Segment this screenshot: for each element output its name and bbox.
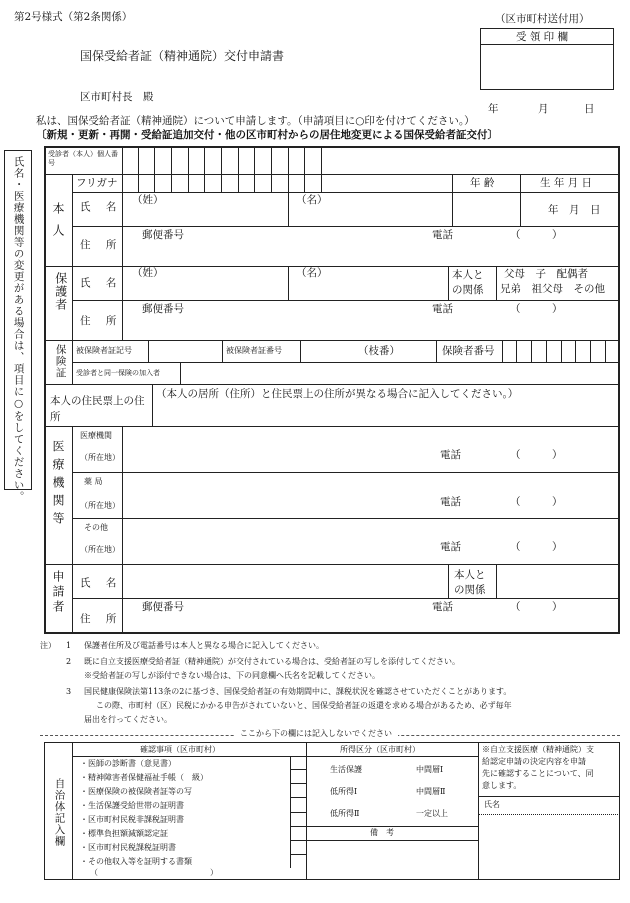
cut-line-text: ここから下の欄には記入しないでください (234, 730, 398, 738)
date-month[interactable]: 月 (538, 103, 549, 115)
guardian-relation-options-1[interactable]: 父母 子 配偶者 (504, 268, 588, 280)
clinic-phone[interactable]: 電話 (440, 449, 461, 461)
consent-line-4: 意します。 (482, 781, 522, 790)
consent-line-2: 給認定申請の決定内容を申請 (482, 757, 586, 766)
insurance-symbol-label: 被保険者証記号 (76, 346, 132, 355)
birthdate-header: 生 年 月 日 (540, 177, 593, 189)
pharmacy-phone-paren: （ ） (510, 496, 563, 508)
remarks-label: 備 考 (370, 828, 394, 837)
guardian-postal[interactable]: 郵便番号 (142, 303, 184, 315)
furigana-label: フリガナ (76, 177, 118, 189)
clinic-location-label: （所在地） (80, 453, 120, 462)
confirm-item-1: ・医師の診断書（意見書） (80, 759, 176, 768)
confirm-item-3: ・医療保険の被保険者証等の写 (80, 787, 192, 796)
confirm-item-6: ・標準負担額減額認定証 (80, 829, 168, 838)
medical-section-label: 医療機関等 (51, 440, 65, 530)
pharmacy-location-label: （所在地） (80, 501, 120, 510)
patient-address-label: 住 所 (80, 239, 123, 251)
note-3a: 国民健康保険法第113条の2に基づき、国保受給者証の有効期間中に、課税状況を確認させていただくことがあります。 (84, 687, 512, 696)
applicant-address-label: 住 所 (80, 613, 123, 625)
note-1: 保護者住所及び電話番号は本人と異なる場合に記入してください。 (84, 641, 324, 650)
guardian-surname[interactable]: （姓） (132, 267, 164, 279)
side-note: 氏名・医療機関等の変更がある場合は、項目に○をしてください。 (12, 156, 25, 503)
patient-birthdate[interactable]: 年 月 日 (548, 204, 601, 216)
income-chukan-1[interactable]: 中間層Ⅰ (416, 765, 444, 774)
guardian-phone-paren: （ ） (510, 303, 563, 315)
send-note: （区市町村送付用） (495, 13, 590, 25)
guardian-relation-options-2[interactable]: 兄弟 祖父母 その他 (500, 283, 605, 295)
patient-phone-paren: （ ） (510, 229, 563, 241)
confirm-checkboxes[interactable] (290, 756, 306, 868)
clinic-phone-paren: （ ） (510, 449, 563, 461)
form-title: 国保受給者証（精神通院）交付申請書 (80, 49, 285, 63)
guardian-section-label: 保護者 (53, 272, 68, 311)
other-label: その他 (84, 523, 108, 532)
patient-surname[interactable]: （姓） (132, 194, 164, 206)
confirm-item-7: ・区市町村民税課税証明書 (80, 843, 176, 852)
furigana-cells[interactable] (122, 174, 322, 192)
patient-id-digits[interactable] (122, 146, 322, 174)
other-phone-paren: （ ） (510, 541, 563, 553)
insurance-number-label: 被保険者証番号 (226, 346, 282, 355)
income-header: 所得区分（区市町村） (340, 745, 420, 754)
addressee: 区市町村長 殿 (80, 91, 154, 103)
income-teishotoku-2[interactable]: 低所得Ⅱ (330, 809, 360, 818)
age-header: 年 齢 (470, 177, 495, 189)
pharmacy-label: 薬 局 (84, 477, 103, 486)
income-ittei[interactable]: 一定以上 (416, 809, 448, 818)
insurer-number-label: 保険者番号 (442, 345, 495, 357)
confirm-item-2: ・精神障害者保健福祉手帳（ 級） (80, 773, 208, 782)
guardian-name-label: 氏 名 (80, 277, 123, 289)
consent-line-1: ※自立支援医療（精神通院）支 (482, 745, 594, 754)
other-location-label: （所在地） (80, 545, 120, 554)
confirm-item-8: ・その他収入等を証明する書類 (80, 857, 192, 866)
patient-postal[interactable]: 郵便番号 (142, 229, 184, 241)
notes-label: 注） (40, 641, 56, 650)
applicant-section-label: 申請者 (51, 570, 65, 615)
guardian-relation-label: 本人との関係 (452, 269, 484, 296)
income-seikatsuhogo[interactable]: 生活保護 (330, 765, 362, 774)
note-2b: ※受給者証の写しが添付できない場合は、下の同意欄へ氏名を記載してください。 (84, 671, 380, 680)
clinic-label: 医療機関 (80, 431, 112, 440)
confirm-header: 確認事項（区市町村） (140, 745, 220, 754)
applicant-phone[interactable]: 電話 (432, 601, 453, 613)
guardian-phone[interactable]: 電話 (432, 303, 453, 315)
other-phone[interactable]: 電話 (440, 541, 461, 553)
form-number: 第2号様式（第2条関係） (14, 11, 133, 23)
consent-name-label: 氏名 (484, 800, 500, 809)
patient-name-label: 氏 名 (80, 201, 123, 213)
note-2a: 既に自立支援医療受給者証（精神通院）が交付されている場合は、受給者証の写しを添付してください。 (84, 657, 460, 666)
patient-phone[interactable]: 電話 (432, 229, 453, 241)
insurance-section-label: 保険証 (54, 344, 67, 379)
patient-section-label: 本人 (51, 202, 65, 246)
statement: 私は、国保受給者証（精神通院）について申請します。（申請項目に○印を付けてください。） (36, 115, 475, 127)
office-section-label: 自治体記入欄 (53, 778, 66, 847)
guardian-given-name[interactable]: （名） (296, 267, 328, 279)
resident-address-label: 本人の住民票上の住所 (50, 395, 145, 423)
consent-line-3: 先に確認することについて、同 (482, 769, 594, 778)
guardian-address-label: 住 所 (80, 315, 123, 327)
applicant-postal[interactable]: 郵便番号 (142, 601, 184, 613)
stamp-title: 受 領 印 欄 (516, 31, 569, 43)
confirm-item-4: ・生活保護受給世帯の証明書 (80, 801, 184, 810)
note-3b: この際、市町村（区）民税にかかる申告がされていないと、国保受給者証の返還を求める場合があるため、必ず毎年 (96, 701, 512, 710)
resident-address-note: （本人の居所（住所）と住民票上の住所が異なる場合に記入してください。） (156, 388, 519, 400)
confirm-item-9: （ ） (90, 868, 218, 877)
insurance-branch[interactable]: （枝番） (358, 345, 400, 357)
date-day[interactable]: 日 (584, 103, 595, 115)
applicant-phone-paren: （ ） (510, 601, 563, 613)
applicant-relation-label: 本人との関係 (454, 569, 486, 596)
date-year[interactable]: 年 (488, 103, 499, 115)
income-teishotoku-1[interactable]: 低所得Ⅰ (330, 787, 358, 796)
note-3c: 届出を行ってください。 (84, 715, 172, 724)
patient-id-label: 受診者（本人）個人番号 (48, 150, 118, 168)
note-2-number: 2 (66, 657, 72, 666)
patient-given-name[interactable]: （名） (296, 194, 328, 206)
applicant-name-label: 氏 名 (80, 577, 123, 589)
same-insurance-label: 受診者と同一保険の加入者 (76, 369, 160, 377)
note-1-number: 1 (66, 641, 72, 650)
application-type-options[interactable]: 〔新規・更新・再開・受給証追加交付・他の区市町村からの居住地変更による国保受給者証交付〕 (36, 129, 498, 141)
pharmacy-phone[interactable]: 電話 (440, 496, 461, 508)
income-chukan-2[interactable]: 中間層Ⅱ (416, 787, 446, 796)
confirm-item-5: ・区市町村民税非課税証明書 (80, 815, 184, 824)
insurer-number-cells[interactable] (502, 340, 620, 362)
note-3-number: 3 (66, 687, 72, 696)
